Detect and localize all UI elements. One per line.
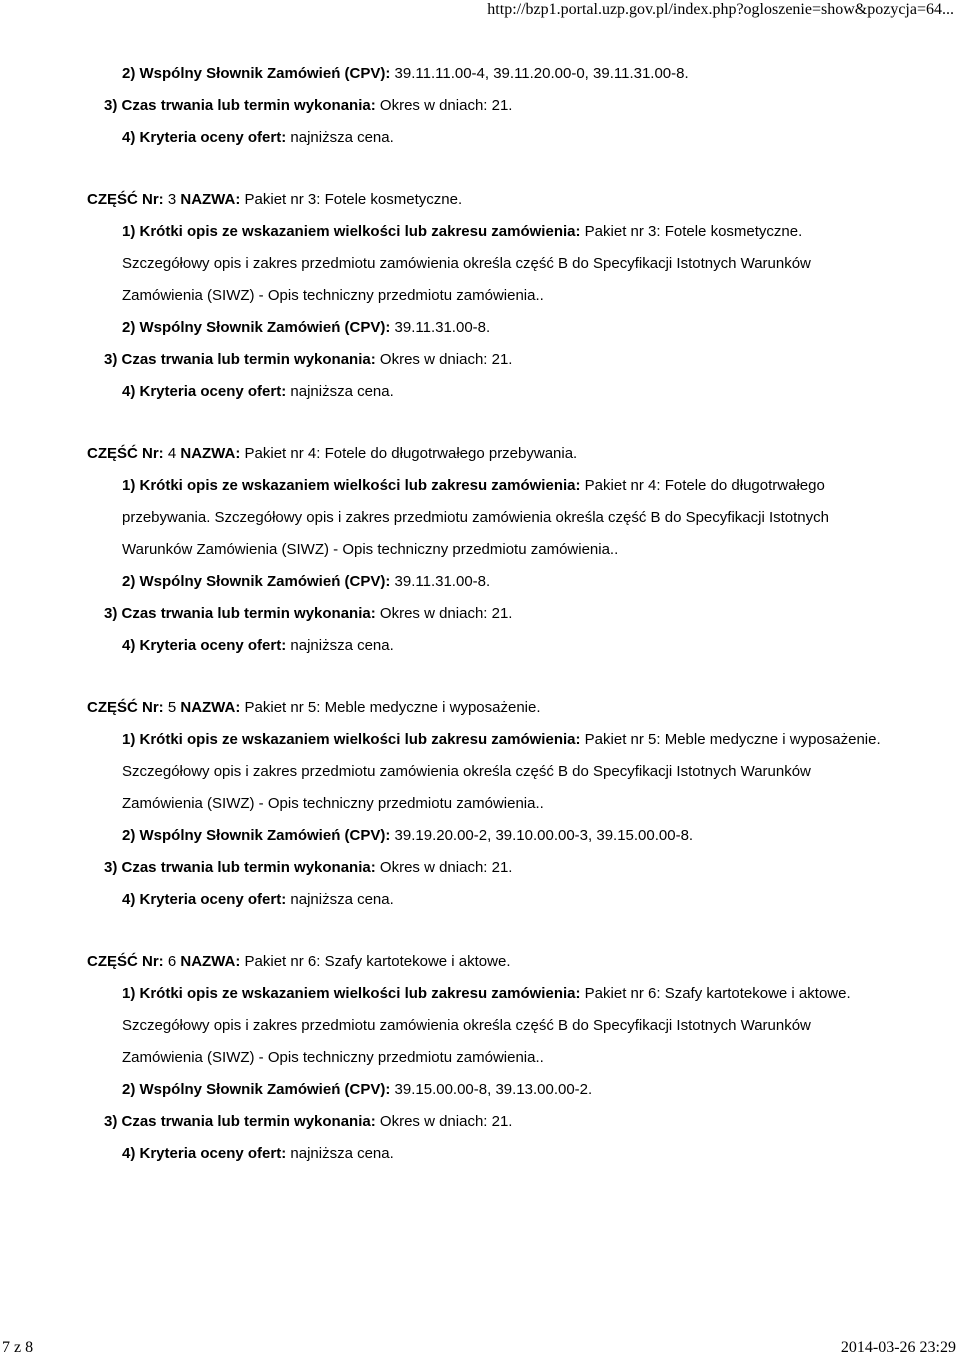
cpv-label: 2) Wspólny Słownik Zamówień (CPV):	[122, 573, 391, 590]
part-cpv-line	[0, 566, 960, 598]
part-time-line	[0, 598, 960, 630]
name-label: NAZWA:	[180, 953, 241, 970]
short-desc-value: Pakiet nr 3: Fotele kosmetyczne. Szczegółowy opis i zakres przedmiotu zamówienia określa część B do Specyfikacji Istotnych Warunków Zamówienia (SIWZ) - Opis techniczny przedmiotu zamówienia..	[122, 223, 811, 304]
name-label: NAZWA:	[180, 699, 241, 716]
criteria-label: 4) Kryteria oceny ofert:	[122, 383, 287, 400]
part-criteria-line	[0, 630, 960, 662]
part-label: CZĘŚĆ Nr:	[87, 699, 164, 716]
criteria-value: najniższa cena.	[290, 129, 394, 146]
parts-list	[0, 184, 960, 1170]
part-header	[0, 438, 960, 470]
document-body	[0, 58, 960, 1170]
criteria-value: najniższa cena.	[290, 891, 394, 908]
part-description	[0, 216, 882, 312]
time-value: Okres w dniach: 21.	[379, 97, 513, 114]
part-number: 5	[167, 699, 177, 716]
part-criteria-line	[0, 884, 960, 916]
part-number: 6	[167, 953, 177, 970]
top-time-line	[0, 90, 960, 122]
cpv-label: 2) Wspólny Słownik Zamówień (CPV):	[122, 827, 391, 844]
criteria-value: najniższa cena.	[290, 1145, 394, 1162]
time-value: Okres w dniach: 21.	[379, 859, 513, 876]
cpv-value: 39.11.31.00-8.	[394, 573, 491, 590]
criteria-value: najniższa cena.	[290, 637, 394, 654]
part-name: Pakiet nr 3: Fotele kosmetyczne.	[244, 191, 463, 208]
criteria-label: 4) Kryteria oceny ofert:	[122, 891, 287, 908]
criteria-label: 4) Kryteria oceny ofert:	[122, 129, 287, 146]
short-desc-label: 1) Krótki opis ze wskazaniem wielkości lub zakresu zamówienia:	[122, 223, 581, 240]
cpv-value: 39.19.20.00-2, 39.10.00.00-3, 39.15.00.00-8.	[394, 827, 694, 844]
part-time-line	[0, 852, 960, 884]
cpv-label: 2) Wspólny Słownik Zamówień (CPV):	[122, 65, 391, 82]
part-time-line	[0, 344, 960, 376]
short-desc-label: 1) Krótki opis ze wskazaniem wielkości lub zakresu zamówienia:	[122, 985, 581, 1002]
part-header	[0, 184, 960, 216]
part-header	[0, 692, 960, 724]
time-label: 3) Czas trwania lub termin wykonania:	[104, 605, 376, 622]
part-description	[0, 978, 882, 1074]
time-value: Okres w dniach: 21.	[379, 1113, 513, 1130]
time-label: 3) Czas trwania lub termin wykonania:	[104, 1113, 376, 1130]
part-header	[0, 946, 960, 978]
cpv-label: 2) Wspólny Słownik Zamówień (CPV):	[122, 319, 391, 336]
print-datetime: 2014-03-26 23:29	[840, 1339, 956, 1356]
cpv-label: 2) Wspólny Słownik Zamówień (CPV):	[122, 1081, 391, 1098]
time-label: 3) Czas trwania lub termin wykonania:	[104, 97, 376, 114]
criteria-value: najniższa cena.	[290, 383, 394, 400]
page-number: 7 z 8	[2, 1339, 34, 1356]
name-label: NAZWA:	[180, 191, 241, 208]
part-section	[0, 946, 960, 1170]
part-name: Pakiet nr 6: Szafy kartotekowe i aktowe.	[244, 953, 511, 970]
part-section	[0, 438, 960, 662]
cpv-value: 39.11.31.00-8.	[394, 319, 491, 336]
part-cpv-line	[0, 820, 960, 852]
part-criteria-line	[0, 376, 960, 408]
cpv-value: 39.11.11.00-4, 39.11.20.00-0, 39.11.31.00-8.	[394, 65, 689, 82]
part-criteria-line	[0, 1138, 960, 1170]
time-label: 3) Czas trwania lub termin wykonania:	[104, 351, 376, 368]
part-number: 3	[167, 191, 177, 208]
time-value: Okres w dniach: 21.	[379, 605, 513, 622]
cpv-value: 39.15.00.00-8, 39.13.00.00-2.	[394, 1081, 593, 1098]
part-name: Pakiet nr 4: Fotele do długotrwałego przebywania.	[244, 445, 578, 462]
short-desc-value: Pakiet nr 5: Meble medyczne i wyposażenie. Szczegółowy opis i zakres przedmiotu zamówienia określa część B do Specyfikacji Istotnych Warunków Zamówienia (SIWZ) - Opis techniczny przedmiotu zamówienia..	[122, 731, 881, 812]
part-description	[0, 470, 882, 566]
criteria-label: 4) Kryteria oceny ofert:	[122, 1145, 287, 1162]
time-label: 3) Czas trwania lub termin wykonania:	[104, 859, 376, 876]
part-number: 4	[167, 445, 177, 462]
part-section	[0, 692, 960, 916]
top-cpv-line	[0, 58, 960, 90]
part-label: CZĘŚĆ Nr:	[87, 191, 164, 208]
short-desc-value: Pakiet nr 4: Fotele do długotrwałego przebywania. Szczegółowy opis i zakres przedmiotu zamówienia określa część B do Specyfikacji Istotnych Warunków Zamówienia (SIWZ) - Opis techniczny przedmiotu zamówienia..	[122, 477, 829, 558]
part-description	[0, 724, 882, 820]
short-desc-value: Pakiet nr 6: Szafy kartotekowe i aktowe. Szczegółowy opis i zakres przedmiotu zamówienia określa część B do Specyfikacji Istotnych Warunków Zamówienia (SIWZ) - Opis techniczny przedmiotu zamówienia..	[122, 985, 851, 1066]
time-value: Okres w dniach: 21.	[379, 351, 513, 368]
page-url: http://bzp1.portal.uzp.gov.pl/index.php?ogloszenie=show&pozycja=64...	[487, 1, 954, 18]
name-label: NAZWA:	[180, 445, 241, 462]
short-desc-label: 1) Krótki opis ze wskazaniem wielkości lub zakresu zamówienia:	[122, 731, 581, 748]
part-time-line	[0, 1106, 960, 1138]
part-section	[0, 184, 960, 408]
short-desc-label: 1) Krótki opis ze wskazaniem wielkości lub zakresu zamówienia:	[122, 477, 581, 494]
part-cpv-line	[0, 1074, 960, 1106]
part-name: Pakiet nr 5: Meble medyczne i wyposażenie.	[244, 699, 541, 716]
criteria-label: 4) Kryteria oceny ofert:	[122, 637, 287, 654]
part-label: CZĘŚĆ Nr:	[87, 445, 164, 462]
top-criteria-line	[0, 122, 960, 154]
part-label: CZĘŚĆ Nr:	[87, 953, 164, 970]
part-cpv-line	[0, 312, 960, 344]
